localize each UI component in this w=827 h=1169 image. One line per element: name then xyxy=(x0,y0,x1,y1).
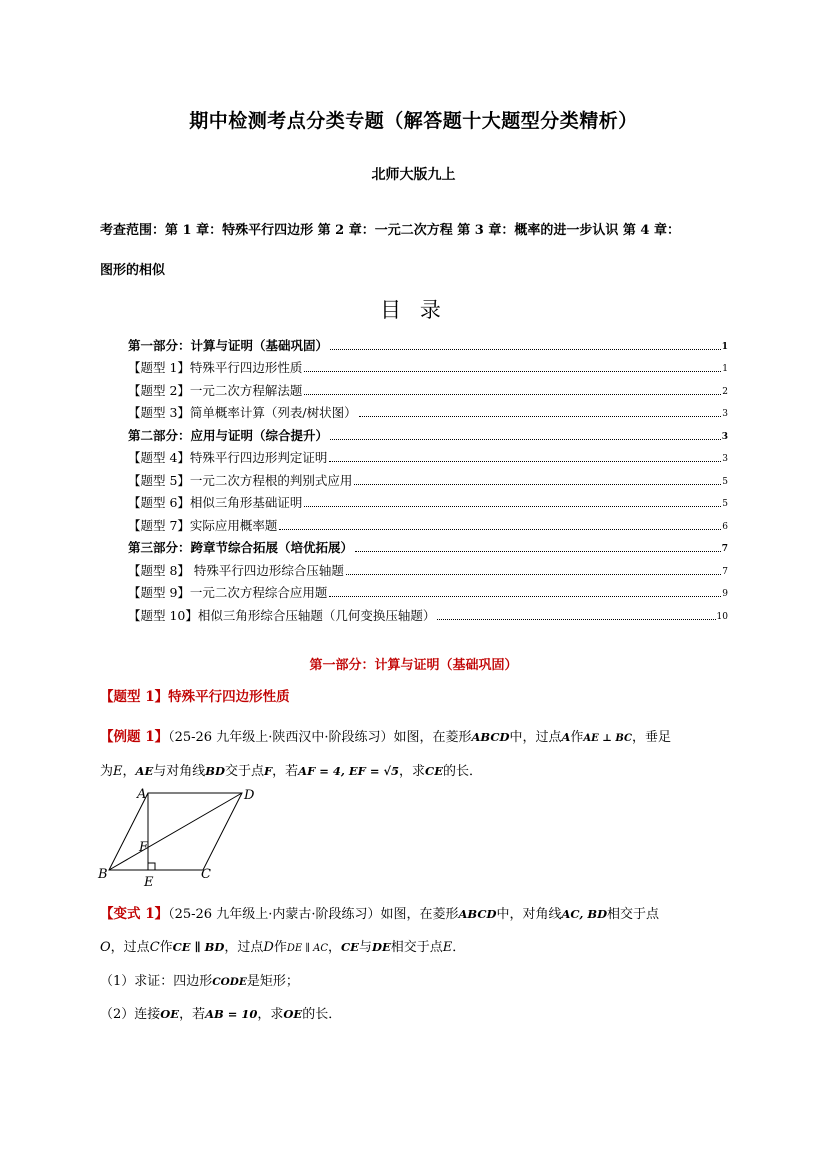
toc-item-label: 【题型 4】特殊平行四边形判定证明 xyxy=(128,450,328,465)
label-e: E xyxy=(144,875,154,890)
toc-item-page: 3 xyxy=(721,431,728,442)
variant-1-question-2 xyxy=(100,1003,341,1022)
toc-item-label: 【题型 10】相似三角形综合压轴题（几何变换压轴题） xyxy=(128,607,436,623)
toc-item-type-8[interactable] xyxy=(128,556,728,579)
toc-item-type-5[interactable] xyxy=(128,466,728,489)
toc-item-label: 【题型 1】特殊平行四边形性质 xyxy=(128,360,303,375)
text: 作 xyxy=(570,730,584,745)
toc-item-part-3[interactable] xyxy=(128,534,728,557)
math-d: D xyxy=(263,940,274,955)
type-1-heading: 【题型 1】特殊平行四边形性质 xyxy=(100,689,290,705)
toc-item-page: 7 xyxy=(721,544,728,554)
math-o: O xyxy=(100,940,111,955)
toc-item-type-9[interactable] xyxy=(128,579,728,602)
math-de-parallel-ac: DE ∥ AC xyxy=(286,943,329,954)
text: ，垂足 xyxy=(631,730,671,745)
toc-leader xyxy=(304,394,721,395)
text: 与对角线 xyxy=(153,764,206,779)
rhombus-figure xyxy=(95,783,265,893)
toc-leader xyxy=(359,416,722,417)
toc-item-part-2[interactable] xyxy=(128,421,728,444)
toc-item-page: 3 xyxy=(722,454,728,464)
math-ce: CE xyxy=(341,940,359,954)
math-c: C xyxy=(149,940,160,955)
toc-leader xyxy=(346,574,721,575)
toc-leader xyxy=(279,529,721,530)
toc-leader xyxy=(329,596,721,597)
toc-item-label: 【题型 6】相似三角形基础证明 xyxy=(128,495,303,510)
scope-line-2: 图形的相似 xyxy=(100,263,166,278)
toc-item-label: 【题型 8】 特殊平行四边形综合压轴题 xyxy=(128,562,344,578)
label-f: F xyxy=(139,840,149,855)
toc-item-page: 5 xyxy=(722,476,728,487)
toc-leader xyxy=(304,506,721,507)
math-ce-parallel-bd: CE ∥ BD xyxy=(172,940,225,954)
math-ae-perp-bc: AE ⊥ BC xyxy=(583,733,632,744)
label-d: D xyxy=(244,788,255,803)
example-1-line-2 xyxy=(100,760,482,779)
example-1-label: 【例题 1】 xyxy=(100,729,169,745)
toc-leader xyxy=(354,484,721,485)
text: （1）求证：四边形 xyxy=(100,974,213,989)
text: ，求 xyxy=(399,764,426,779)
toc-leader xyxy=(355,551,721,552)
text: ，若 xyxy=(272,764,299,779)
variant-1-line-1 xyxy=(100,902,659,922)
toc-item-type-6[interactable] xyxy=(128,489,728,512)
variant-1-question-1 xyxy=(100,970,299,989)
toc-item-type-7[interactable] xyxy=(128,511,728,534)
text: 作 xyxy=(159,940,173,955)
math-a: A xyxy=(561,730,571,744)
math-e: E xyxy=(442,940,453,955)
text: 中，过点 xyxy=(509,730,562,745)
text: ， xyxy=(122,764,136,779)
toc-item-page: 5 xyxy=(722,499,728,509)
math-condition: AF = 4, EF = √5 xyxy=(298,764,400,778)
math-ce: CE xyxy=(425,764,443,778)
right-angle-mark xyxy=(148,863,155,870)
table-of-contents xyxy=(128,331,728,624)
document-title: 期中检测考点分类专题（解答题十大题型分类精析） xyxy=(189,110,638,132)
label-c: C xyxy=(201,867,211,882)
scope-line-1: 考查范围：第 1 章：特殊平行四边形 第 2 章：一元二次方程 第 3 章：概率的进一步认识 第 4 章： xyxy=(100,223,680,238)
math-oe: OE xyxy=(283,1007,303,1021)
text: 的长． xyxy=(302,1007,342,1022)
variant-1-label: 【变式 1】 xyxy=(100,906,169,922)
toc-item-label: 第二部分：应用与证明（综合提升） xyxy=(128,427,329,443)
text: 的长． xyxy=(442,764,482,779)
toc-item-page: 3 xyxy=(722,409,728,419)
text: ，求 xyxy=(257,1007,284,1022)
text: 相交于点 xyxy=(390,940,443,955)
math-oe: OE xyxy=(160,1007,180,1021)
toc-item-label: 【题型 3】简单概率计算（列表/树状图） xyxy=(128,405,357,420)
text: ，过点 xyxy=(110,940,150,955)
text: （25-26 九年级上·陕西汉中·阶段练习）如图，在菱形 xyxy=(168,730,472,745)
text: 中，对角线 xyxy=(496,907,562,922)
math-de: DE xyxy=(371,940,391,954)
toc-item-type-4[interactable] xyxy=(128,444,728,467)
example-1-line-1 xyxy=(100,725,671,745)
toc-item-label: 【题型 7】实际应用概率题 xyxy=(128,517,278,533)
math-bd: BD xyxy=(205,764,225,778)
text: ，过点 xyxy=(224,940,264,955)
math-f: F xyxy=(263,764,273,778)
document-subtitle: 北师大版九上 xyxy=(371,167,456,183)
toc-item-page: 1 xyxy=(722,364,728,374)
toc-item-type-2[interactable] xyxy=(128,376,728,399)
math-abcd: ABCD xyxy=(471,730,510,744)
toc-item-type-10[interactable] xyxy=(128,601,728,624)
toc-item-type-3[interactable] xyxy=(128,399,728,422)
math-abcd: ABCD xyxy=(458,907,497,921)
math-ae: AE xyxy=(135,764,154,778)
toc-heading: 目 录 xyxy=(380,298,447,322)
toc-item-page: 9 xyxy=(722,589,728,599)
toc-leader xyxy=(304,371,721,372)
text: （2）连接 xyxy=(100,1007,161,1022)
text: ，若 xyxy=(179,1007,206,1022)
text: （25-26 九年级上·内蒙古·阶段练习）如图，在菱形 xyxy=(168,907,459,922)
label-a: A xyxy=(137,787,147,802)
toc-item-part-1[interactable] xyxy=(128,331,728,354)
label-b: B xyxy=(98,867,108,882)
math-ab-10: AB = 10 xyxy=(205,1007,258,1021)
toc-item-page: 6 xyxy=(722,521,728,532)
toc-leader xyxy=(330,439,721,440)
toc-item-type-1[interactable] xyxy=(128,354,728,377)
text: 是矩形； xyxy=(246,974,299,989)
text: 作 xyxy=(273,940,287,955)
toc-item-page: 1 xyxy=(721,341,728,352)
toc-item-label: 【题型 2】一元二次方程解法题 xyxy=(128,382,303,398)
toc-item-label: 第一部分：计算与证明（基础巩固） xyxy=(128,337,329,353)
toc-item-label: 第三部分：跨章节综合拓展（培优拓展） xyxy=(128,540,354,555)
toc-item-label: 【题型 5】一元二次方程根的判别式应用 xyxy=(128,472,353,488)
toc-item-page: 10 xyxy=(716,611,728,622)
section-1-heading: 第一部分：计算与证明（基础巩固） xyxy=(309,658,518,673)
toc-item-page: 7 xyxy=(722,566,728,577)
math-ac-bd: AC, BD xyxy=(561,907,608,921)
toc-item-page: 2 xyxy=(722,386,728,397)
toc-item-label: 【题型 9】一元二次方程综合应用题 xyxy=(128,585,328,600)
math-e: E xyxy=(113,764,123,779)
toc-leader xyxy=(437,619,715,620)
text: 相交于点 xyxy=(607,907,660,922)
toc-leader xyxy=(330,349,721,350)
toc-leader xyxy=(329,461,721,462)
math-code: CODE xyxy=(212,976,247,988)
text: ， xyxy=(328,940,342,955)
text: 为 xyxy=(100,764,114,779)
text: 与 xyxy=(358,940,372,955)
text: 交于点 xyxy=(224,764,264,779)
text: ． xyxy=(452,940,466,955)
variant-1-line-2 xyxy=(100,936,465,955)
